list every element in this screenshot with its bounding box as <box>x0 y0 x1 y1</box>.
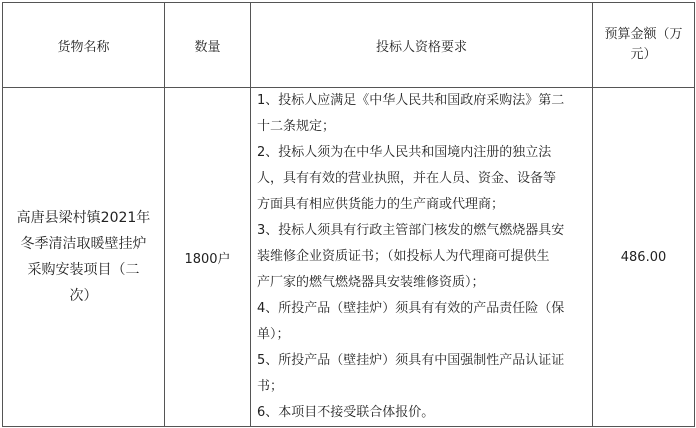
requirement-line: 书； <box>257 379 284 394</box>
quantity-cell: 1800户 <box>165 88 251 427</box>
budget-cell: 486.00 <box>593 88 695 427</box>
header-budget <box>593 3 695 88</box>
header-row <box>3 3 695 88</box>
requirement-line: 6、本项目不接受联合体报价。 <box>257 405 435 420</box>
goods-name-line: 采购安装项目（二 <box>27 262 140 278</box>
goods-name-line: 高唐县梁村镇2021年 <box>16 210 151 226</box>
goods-name-line: 次） <box>69 288 98 304</box>
requirement-line: 单）； <box>257 327 290 342</box>
header-goods-name: 货物名称 <box>3 3 165 88</box>
requirement-line: 2、投标人须为在中华人民共和国境内注册的独立法 <box>257 145 552 160</box>
requirement-line: 十二条规定； <box>257 119 336 134</box>
requirement-line: 人，具有有效的营业执照，并在人员、资金、设备等 <box>257 171 557 186</box>
requirement-line: 5、所投产品（壁挂炉）须具有中国强制性产品认证证 <box>257 353 565 368</box>
requirement-line: 装维修企业资质证书；（如投标人为代理商可提供生 <box>257 249 550 264</box>
table-row <box>3 88 695 427</box>
procurement-table <box>2 2 695 427</box>
requirement-line: 3、投标人须具有行政主管部门核发的燃气燃烧器具安 <box>257 223 565 238</box>
requirement-line: 1、投标人应满足《中华人民共和国政府采购法》第二 <box>257 93 565 108</box>
goods-name-line: 冬季清洁取暖壁挂炉 <box>20 236 147 252</box>
header-quantity: 数量 <box>165 3 251 88</box>
requirement-line: 4、所投产品（壁挂炉）须具有有效的产品责任险（保 <box>257 301 565 316</box>
requirements-cell <box>251 88 593 427</box>
header-budget-line: 预算金额（万 <box>604 27 683 42</box>
goods-name-cell <box>3 88 165 427</box>
requirement-line: 方面具有相应供货能力的生产商或代理商； <box>257 197 505 212</box>
requirement-line: 产厂家的燃气燃烧器具安装维修资质）； <box>257 275 485 290</box>
header-requirements: 投标人资格要求 <box>251 3 593 88</box>
header-budget-line: 元） <box>630 47 657 62</box>
